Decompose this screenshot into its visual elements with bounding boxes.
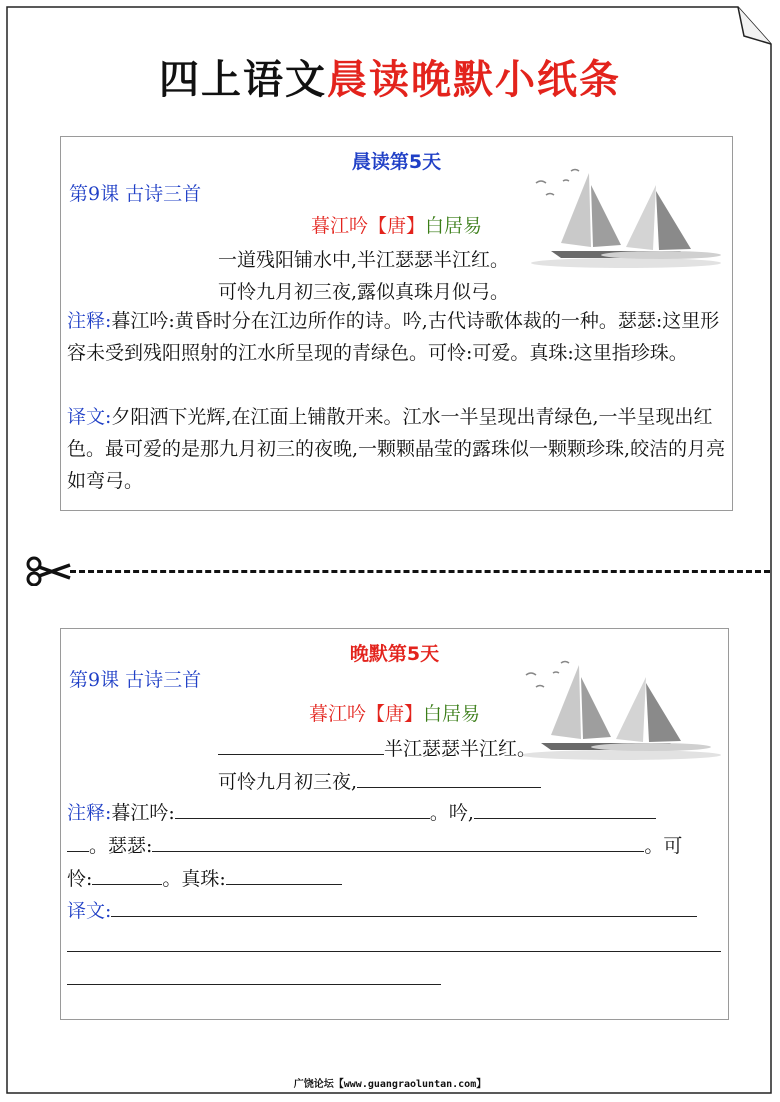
answer-blank[interactable] bbox=[92, 866, 162, 885]
evening-notes: 注释:暮江吟: 。吟, 。瑟瑟: 。可 怜: 。真珠: bbox=[67, 802, 683, 890]
translation-label: 译文: bbox=[67, 406, 112, 428]
morning-heading: 晨读第5天 bbox=[351, 151, 442, 173]
poem-author: 白居易 bbox=[425, 215, 483, 237]
translation-label: 译文: bbox=[67, 900, 112, 922]
notes-label: 注释: bbox=[67, 310, 112, 332]
evening-poem-header bbox=[61, 699, 728, 726]
notes-text: 暮江吟:黄昏时分在江边所作的诗。吟,古代诗歌体裁的一种。瑟瑟:这里形容未受到残阳照射的江水所呈现的青绿色。可怜:可爱。真珠:这里指珍珠。 bbox=[67, 310, 720, 364]
morning-notes bbox=[67, 305, 727, 369]
poem-dynasty: 【唐】 bbox=[367, 215, 425, 237]
footer-source: 广饶论坛【www.guangraoluntan.com】 bbox=[293, 1079, 487, 1090]
translation-text: 夕阳洒下光辉,在江面上铺散开来。江水一半呈现出青绿色,一半呈现出红色。最可爱的是那九月初三的夜晚,一颗颗晶莹的露珠似一颗颗珍珠,皎洁的月亮如弯弓。 bbox=[67, 406, 726, 492]
evening-lesson: 第9课 古诗三首 bbox=[69, 669, 202, 691]
cut-line bbox=[10, 556, 770, 586]
fill-line-2: 可怜九月初三夜, bbox=[218, 767, 541, 794]
poem-title: 暮江吟 bbox=[308, 703, 366, 725]
answer-line[interactable] bbox=[67, 984, 441, 985]
evening-heading: 晚默第5天 bbox=[349, 643, 440, 665]
poem-dynasty: 【唐】 bbox=[365, 703, 423, 725]
morning-lesson: 第9课 古诗三首 bbox=[69, 183, 202, 205]
morning-poem-header bbox=[61, 211, 732, 238]
evening-translation bbox=[67, 895, 727, 927]
answer-blank[interactable] bbox=[218, 736, 384, 755]
dashed-cut-line bbox=[70, 570, 770, 573]
answer-blank[interactable] bbox=[226, 866, 342, 885]
poem-line-2: 可怜九月初三夜,露似真珠月似弓。 bbox=[218, 281, 510, 303]
scissors-icon bbox=[24, 556, 74, 586]
morning-translation bbox=[67, 401, 727, 497]
poem-line-1: 一道残阳铺水中,半江瑟瑟半江红。 bbox=[218, 249, 510, 271]
answer-blank[interactable] bbox=[67, 833, 89, 852]
evening-dictation-card bbox=[60, 628, 729, 1020]
notes-label: 注释: bbox=[67, 802, 112, 824]
poem-title: 暮江吟 bbox=[310, 215, 368, 237]
answer-line[interactable] bbox=[67, 951, 721, 952]
morning-reading-card bbox=[60, 136, 733, 511]
answer-blank[interactable] bbox=[357, 769, 541, 788]
poem-author: 白居易 bbox=[423, 703, 481, 725]
answer-blank[interactable] bbox=[152, 833, 644, 852]
answer-blank[interactable] bbox=[111, 898, 697, 917]
page-title: 四上语文晨读晚默小纸条 bbox=[159, 57, 621, 103]
answer-blank[interactable] bbox=[175, 800, 430, 819]
fill-line-1: 半江瑟瑟半江红。 bbox=[218, 734, 536, 761]
answer-blank[interactable] bbox=[474, 800, 656, 819]
